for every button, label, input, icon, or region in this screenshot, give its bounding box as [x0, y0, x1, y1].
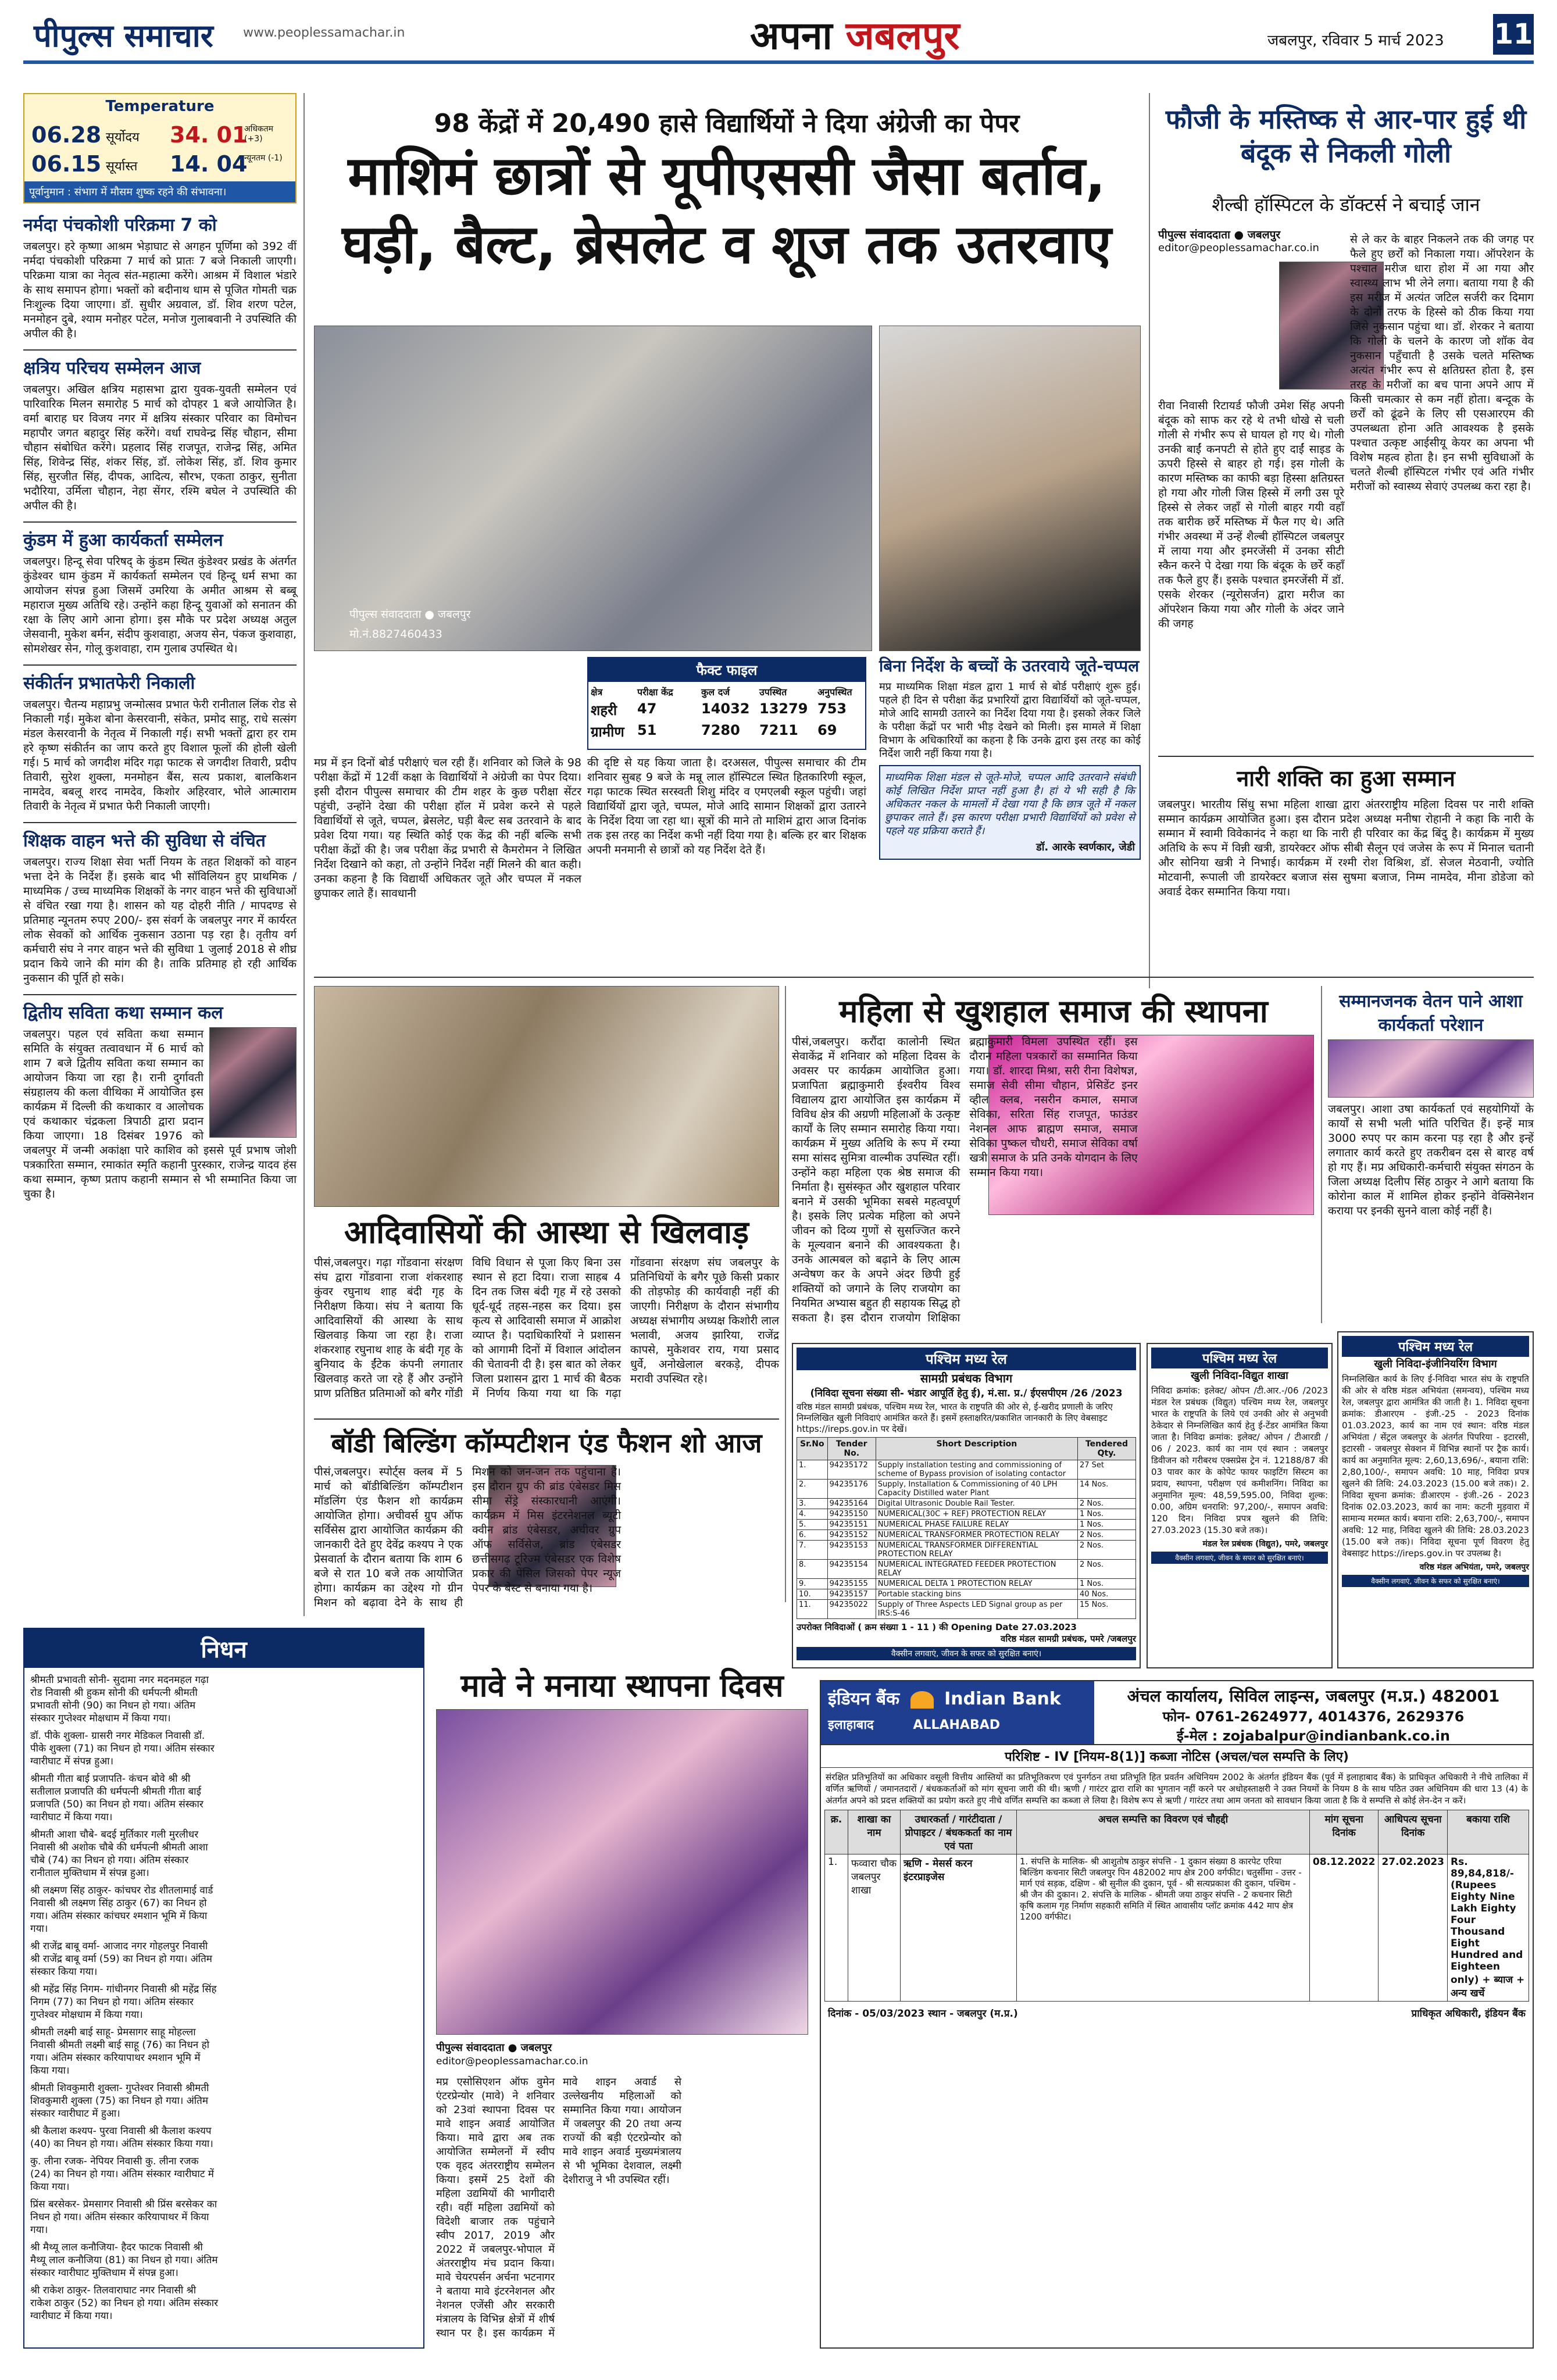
cell: 08.12.2022 — [1309, 1854, 1379, 2002]
rail-head: पश्चिम मध्य रेल — [1342, 1336, 1529, 1357]
cell: 7. — [797, 1541, 828, 1560]
rail-footer: वैक्सीन लगवाएं, जीवन के सफर को सुरक्षित बनाएं। — [797, 1647, 1136, 1660]
column-rule — [785, 986, 786, 1602]
cell: 9. — [797, 1579, 828, 1589]
bank-notice — [820, 1680, 1534, 2349]
column-rule — [303, 93, 305, 1616]
rail-text: निविदा क्रमांक: इलेक्ट/ ओपन /टी.आर.-/06 /2023 मंडल रेल प्रबंधक (विद्युत) पश्चिम मध्य रेल, जबलपुर भारत के राष्ट्रपति के लिये एवं उनकी ओर से अनुभवी ठेकेदार से निम्नलिखित कार्य हेतु ई-टेंडर आमंत्रित किया जाता है। निविदा क्रमांक: इलेक्ट/ ओपन / टीआरडी / 06 / 2023. कार्य का नाम एवं स्थान : जबलपुर डिवीजन को गरीबरथ एक्सप्रेस ट्रेन नं. 12188/87 की 03 पावर कार के कोपेट फायर फाइटिंग सिस्टम का प्रदाय, स्थापना, परीक्षण एवं कमीशनिंग। निविदा का अनुमानित मूल्य: 48,59,595.00, निविदा शुल्क: 0.00, अग्रिम धनराशि: 97,200/-, समापन अवधि: 120 दिन। निविदा प्रपत्र खुलने की तिथि: 27.03.2023 (15.30 बजे तक)। — [1151, 1385, 1328, 1535]
list-item: श्री राकेश ठाकुर- तिलवाराघाट नगर निवासी श्री राकेश ठाकुर (52) का निधन हो गया। अंतिम संस्कार ग्वारीघाट में किया गया। — [30, 2285, 219, 2322]
asha-photo — [1328, 1039, 1534, 1098]
shoes-sidebar — [879, 655, 1141, 860]
cell: Supply installation testing and commissioning of scheme of Bypass provision of isolating contactor — [876, 1460, 1077, 1480]
nari-body: जबलपुर। भारतीय सिंधु सभा महिला शाखा द्वारा अंतरराष्ट्रीय महिला दिवस पर नारी शक्ति सम्मान कार्यक्रम आयोजित हुआ। इस दौरान प्रदेश अध्यक्ष मनीषा रोहानी ने कहा कि नारी के सम्मान में स्वामी विवेकानंद ने कहा था कि नारी ही परिवार का केंद्र बिंदु है। कार्यक्रम में मुख्य अतिथि के रूप में विन्नी खत्री, डायरेक्टर ऑफ सीबी सैलून एवं जजेस के रूप में मिनाल चतानी और सोनिया खत्री ने निभाई। कार्यक्रम में रश्मी रोश विश्रिश, डॉ. सेजल मेठवानी, ज्योति मोटवानी, रूपाली जी डायरेक्टर बजाज संस सुषमा बजाज, निम्म नामदेव, मीना डोडेजा को अवार्ड देकर सम्मानित किया गया। — [1158, 798, 1534, 898]
nidhan-title: निधन — [24, 1629, 423, 1668]
cell: Supply of Three Aspects LED Signal group as per IRS:S-46 — [876, 1600, 1077, 1619]
cell: 94235157 — [827, 1589, 876, 1600]
cell: 2 Nos. — [1078, 1499, 1136, 1509]
fact-cell: 753 — [817, 701, 847, 717]
fact-header: क्षेत्र — [591, 687, 603, 698]
brief — [23, 664, 297, 814]
brief-body: जबलपुर। राज्य शिक्षा सेवा भर्ती नियम के तहत शिक्षकों को वाहन भत्ता देने के निर्देश हैं। इसके बाद भी सॉविलियन हुए प्राथमिक / माध्यमिक / उच्च माध्यमिक शिक्षकों के नगर वाहन भत्ते की सुविधाओं से वंचित रखा गया है। शासन को यह दोहरी नीति / मापदण्ड से प्रतिमाह न्यूनतम रुपए 200/- इस संवर्ग के जबलपुर नगर में कार्यरत लोक सेवकों को आर्थिक नुकसान उठाना पड़ रहा है। तृतीय वर्ग कर्मचारी संघ ने नगर वाहन भत्ते की सुविधा 1 जुलाई 2018 से शीघ्र प्रदान किये जाने की मांग की है। ताकि प्रतिमाह हो रही आर्थिक नुकसान की पूर्ति हो सके। — [23, 856, 297, 985]
lead-kicker: 98 केंद्रों में 20,490 हासे विद्यार्थियों ने दिया अंग्रेजी का पेपर — [434, 109, 1020, 138]
cell: 27 Set — [1078, 1460, 1136, 1480]
asha-body: जबलपुर। आशा उषा कार्यकर्ता एवं सहयोगियों के कार्यों से सभी भली भांति परिचित हैं। इन्हें मात्र 3000 रुपए पर काम करना पड़ रहा है और इन्हें लगातार कार्य करते हुए तकरीबन दस से बारह वर्ष हो गए हैं। मप्र अधिकारी-कर्मचारी संयुक्त संगठन के जिला अध्यक्ष दिलीप सिंह ठाकुर ने आगे बताया कि कोरोना काल में शामिल होकर इन्होंने वेक्सिनेशन कराया पर इनकी सुनने वाला कोई नहीं है। — [1328, 1103, 1534, 1217]
fact-header: उपस्थित — [759, 687, 787, 698]
fact-cell: ग्रामीण — [591, 724, 624, 740]
bank-logo — [821, 1681, 1094, 1744]
brief-body: जबलपुर। हिन्दू सेवा परिषद् के कुंडम स्थित कुंडेश्वर प्रखंड के अंतर्गत कुंडेश्वर धाम कुंडम में कार्यकर्ता सम्मेलन एवं हिन्दू धर्म सभा का आयोजन संपन्न हुआ जिसमें उमरिया के अमीत आश्रम से बब्बू महाराज मुख्य अतिथि रहे। उन्होंने कहा हिन्दू युवाओं को सनातन की रक्षा के लिए आगे आना होगा। इस मौके पर प्रदेश अध्यक्ष अतुल जेसवानी, मुकेश बर्मन, संदीप कुशवाहा, अजय सेन, पंकज कुशवाहा, सोमशेखर सेन, गोलू कुशवाहा, राम गुलाब उपस्थित थे। — [23, 555, 297, 655]
bank-contact — [1094, 1681, 1533, 1744]
bank-header-cell: आधिपत्य सूचना दिनांक — [1379, 1810, 1448, 1854]
bank-name-en: Indian Bank — [944, 1689, 1061, 1709]
masthead — [0, 0, 1557, 64]
photo-credit: पीपुल्स संवाददाता ● जबलपुर — [349, 608, 471, 621]
cell: फव्वारा चौक जबलपुर शाखा — [848, 1854, 901, 2002]
table-row — [797, 1600, 1136, 1619]
rail-sign: वरिष्ठ मंडल सामग्री प्रबंधक, पमरे /जबलपुर — [1001, 1634, 1136, 1644]
cell: NUMERICAL PHASE FAILURE RELAY — [876, 1520, 1077, 1530]
brief — [23, 994, 297, 1202]
rail-closing: उपरोक्त निविदाओं ( क्रम संख्या 1 - 11 ) की Opening Date 27.03.2023 — [797, 1622, 1077, 1632]
cell: 94235150 — [827, 1509, 876, 1520]
table-row — [797, 1541, 1136, 1560]
bank-header-cell: शाखा का नाम — [848, 1810, 901, 1854]
table-row — [797, 1530, 1136, 1541]
list-item: श्री महेंद्र सिंह निगम- गांधीनगर निवासी श्री महेंद्र सिंह निगम (77) का निधन हो गया। अंतिम संस्कार गुप्तेश्वर मोक्षधाम में किया गया। — [30, 1984, 217, 2021]
mave-photo — [436, 1709, 808, 2035]
table-row — [825, 1854, 1529, 2002]
paper-url[interactable]: www.peoplessamachar.in — [243, 26, 405, 40]
factfile-title: फैक्ट फाइल — [588, 658, 865, 682]
adivasi-body: पीसं,जबलपुर। गढ़ा गोंडवाना संरक्षण संघ द्वारा गोंडवाना राजा शंकरशाह कुंवर रघुनाथ शाह बंदी गृह के निरीक्षण किया। संघ ने बताया कि आदिवासियों की आस्था के साथ खिलवाड़ किया जा रहा है। राजा शंकरशाह रघुनाथ शाह के बंदी गृह के बुनियाद के ईंटेक कंपनी लगातार खिलवाड़ करते जा रहे हैं और उन्होंने प्राण प्रतिष्ठित प्रतिमाओं को बगैर गोंडी विधि विधान से पूजा किए बिना उस स्थान से हटा दिया। राजा साहब 4 दिन तक जिस बंदी गृह में रहे उसको धूर्द-धूर्द तहस-नहस कर दिया। इस कृत्य से आदिवासी समाज में आक्रोश व्याप्त है। पदाधिकारियों ने प्रशासन को आगामी दिनों में विशाल आंदोलन की चेतावनी दी है। इस बात को लेकर जिला प्रशासन द्वारा 1 मार्च की बैठक में निर्णय किया गया था कि गढ़ा गोंडवाना संरक्षण संघ जबलपुर के प्रतिनिधियों के बगैर पूछे किसी प्रकार की तोड़फोड़ की कार्यवाही नहीं की जाएगी। निरीक्षण के दौरान संभागीय अध्यक्ष संभागीय अध्यक्ष किशोरी लाल भलावी, अजय झारिया, राजेंद्र कापसे, मुकेशवर राय, गया प्रसाद धुर्वे, अनोखेलाल बरकड़े, दीपक मरावी उपस्थित रहे। — [314, 1256, 779, 1400]
bullet-body-2: से ले कर के बाहर निकलने तक की जगह पर फैले हुए छर्रों को निकाला गया। ऑपरेशन के पश्चात मरीज धारा होश में आ गया और स्वास्थ्य लाभ भी लेने लगा। बताया गया है की इस मरीज में अत्यंत जटिल सर्जरी कर दिमाग के दोनों तरफ के हिस्से को ठीक किया गया जिसे नुकसान पहुंचा था। डॉ. शेरकर ने बताया कि गोली के चलने के कारण जो शॉक वेव नुकसान पहुँचाती है उसके चलते मस्तिष्क अत्यंत गंभीर रूप से क्षतिग्रस्त होता है, इस तरह के मरीजों का बच पाना अपने आप में किसी चमत्कार से कम नहीं होता। बन्दूक के छर्रों को ढूंढने के लिए सी एसआरएम की उपलब्धता होना अति आवश्यक है इसके पश्चात उत्कृष्ट आईसीयू केयर का अपना भी विशेष महत्व होता है। इन सभी सुविधाओं के चलते शैल्बी हॉस्पिटल गंभीर एवं अति गंभीर मरीजों को स्वास्थ्य सेवाएं उपलब्ध करा रहा है। — [1350, 233, 1534, 493]
shoes-quote — [879, 765, 1141, 860]
rail-sub: खुली निविदा-इंजीनियरिंग विभाग — [1374, 1358, 1497, 1370]
lead-body-2: की दृष्टि से यह किया जाता है। दरअसल, पीपुल्स समाचार की टीम शनिवार सुबह 9 बजे के मन्नू लाल हॉस्पिटल स्थित हितकारिणी स्कूल, गढ़ा फाटक स्थित सरस्वती शिशु मंदिर व एमएलबी स्कूल पहुंची। जहां विद्यार्थियों द्वारा जूते, चप्पल, मोजे आदि सामान शिक्षकों द्वारा उतारने के निर्देश दिया जा रहा था। सूत्रों की माने तो माशिमं द्वारा आज दिनांक तक इस तरह का निर्देश कभी नहीं दिया गया है। बल्कि हर बार शिक्षक अपनी मनमानी से छात्रों को यह निर्देश देते हैं। — [587, 756, 866, 856]
cell: 8. — [797, 1560, 828, 1579]
section-rule — [314, 1418, 779, 1420]
mahila-body: पीसं,जबलपुर। करौंदा कालोनी स्थित सेवाकेंद्र में शनिवार को महिला दिवस के अवसर पर कार्यक्रम आयोजित हुआ। प्रजापिता ब्रह्माकुमारी ईश्वरीय विश्व विद्यालय द्वारा आयोजित इस कार्यक्रम में विविध क्षेत्र की अग्रणी महिलाओं के उत्कृष्ट कार्यों के लिए सम्मान समारोह किया गया। कार्यक्रम में मुख्य अतिथि के रूप में रम्या समा सांसद सुमित्रा वाल्मीक उपस्थित रहीं। उन्होंने कहा महिला एक श्रेष्ठ समाज की निर्माता है। सुसंस्कृत और खुशहाल परिवार बनाने में उसकी भूमिका सबसे महत्वपूर्ण है। इसके लिए प्रत्येक महिला को अपने जीवन को दिव्य गुणों से सुसज्जित करने के मूल्यवान बनाने की आवश्यकता है। उनके आत्मबल को बढ़ाने के लिए आत्म अन्वेषण कर के अपने अंदर छिपी हुई शक्तियों को जगाने के लिए राजयोग का नियमित अभ्यास बहुत ही सहायक सिद्ध हो सकता है। इस दौरान राजयोग शिक्षिका ब्रह्माकुमारी विमला उपस्थित रहीं। इस दौरान महिला पत्रकारों का सम्मानित किया गया। डॉ. शारदा मिश्रा, सरी रीना विशेषज्ञ, समाज सेवी सीमा चौहान, प्रेसिडेंट इनर व्हील क्लब, नसरीन कमाल, समाज सेविका, सरिता सिंह राजपूत, फाउंडर नेशनल आफ ब्राह्मण समाज, समाज सेविका पुष्कल चौधरी, समाज सेविका वर्षा खत्री समाज के प्रति उनके योगदान के लिए सम्मान किया गया। — [792, 1035, 1138, 1324]
bank-email[interactable]: ई-मेल : zojabalpur@indianbank.co.in — [1177, 1728, 1450, 1744]
tender-header: Tendered Qty. — [1078, 1438, 1136, 1460]
asha-box — [1328, 988, 1534, 1218]
sunset-label: सूर्यास्त — [106, 159, 138, 174]
cell: Portable stacking bins — [876, 1589, 1077, 1600]
brief-body: जबलपुर। हरे कृष्णा आश्रम भेड़ाघाट से अगहन पूर्णिमा को 392 वीं नर्मदा पंचकोशी परिक्रमा 7 मार्च को प्रातः 7 बजे निकाली जाएगी। परिक्रमा यात्रा का नेतृत्व संत-महात्मा करेंगे। आश्रम में विशाल भंडारे के साथ समापन होगा। भक्तों को बदीनाथ धाम से पूजित गोमती चक्र निःशुल्क दिया जाएगा। डॉ. सुधीर अग्रवाल, डॉ. शिव शरण पटेल, मनमोहन दुबे, श्याम मनोहर पटेल, मनोज गुलाबवानी ने उपस्थिति की अपील की है। — [23, 240, 297, 340]
asha-headline: सम्मानजनक वेतन पाने आशा कार्यकर्ता परेशान — [1339, 991, 1523, 1035]
tender-header: Tender No. — [827, 1438, 876, 1460]
cell: 1 Nos. — [1078, 1579, 1136, 1589]
brief — [23, 349, 297, 513]
list-item: श्रीमती गीता बाई प्रजापति- कंचन बोवे श्री श्री सतीलाल प्रजापति की धर्मपत्नी श्रीमती गीता बाई प्रजापति (50) का निधन हो गया। अंतिम संस्कार ग्वारीघाट में किया गया। — [30, 1773, 203, 1823]
bank-header-cell: उधारकर्ता / गारंटीदाता / प्रोपाइटर / बंधककर्ता का नाम एवं पता — [901, 1810, 1017, 1854]
lead-photo — [314, 326, 872, 651]
cell: 1. संपत्ति के मालिक- श्री आशुतोष ठाकुर संपत्ति - 1 दुकान संख्या 8 कारपेट एरिया बिल्डिंग कचनार सिटी जबलपुर पिन 482002 माप क्षेत्र 200 वर्गफीट। चतुर्सीमा - उत्तर - मार्ग एवं सड़क, दक्षिण - श्री सुनील की दुकान, पूर्व - श्री सत्यप्रकाश की दुकान, पश्चिम - श्री जैन की दुकान। 2. संपत्ति के मालिक - श्रीमती जया ठाकुर संपत्ति - 2 कचनार सिटी कृषि कलाम गृह निर्माण सहकारी समिति में स्थित आवासीय प्लॉट क्रमांक 442 माप क्षेत्र 1200 वर्गफीट। — [1017, 1854, 1310, 2002]
brief-headline: क्षत्रिय परिचय सम्मेलन आज — [23, 358, 201, 378]
left-briefs — [23, 212, 297, 1202]
cell: 5. — [797, 1520, 828, 1530]
rail-text: वरिष्ठ मंडल सामग्री प्रबंधक, पश्चिम मध्य रेल, भारत के राष्ट्रपति की ओर से, ई-खरीद प्रणाली के जरिए निम्नलिखित खुली निविदाएं आमंत्रित करते हैं। इसमें हस्ताक्षरित/प्रकाशित जानकारी के लिए वेबसाइट https://ireps.gov.in पर देखें। — [797, 1402, 1113, 1434]
bank-footer — [821, 2002, 1533, 2024]
rail-sub: सामग्री प्रबंधक विभाग — [920, 1371, 1013, 1385]
max-temp: 34. 01 — [170, 122, 248, 148]
mave-body: मप्र एसोसिएशन ऑफ वुमेन एंटरप्रेन्योर (मावे) ने शनिवार को 23वां स्थापना दिवस पर मावे शाइन अवार्ड आयोजित किया। मावे द्वारा अब तक आयोजित सम्मेलनों में स्वीप एक वृहद अंतरराष्ट्रीय सम्मेलन किया। इसमें 25 देशों की महिला उद्यमियों की भागीदारी रही। वहीं महिला उद्यमियों को विदेशी बाजार तक पहुंचाने स्वीप 2017, 2019 और 2022 में जबलपुर-भोपाल में अंतरराष्ट्रीय मंच प्रदान किया। मावे चेयरपर्सन अर्चना भटनागर ने बताया मावे इंटरनेशनल और नेशनल एजेंसी और सरकारी मंत्रालय के विभिन्न क्षेत्रों में शीर्ष स्थान पर है। इस कार्यक्रम में मावे शाइन अवार्ड से उल्लेखनीय महिलाओं को सम्मानित किया गया। आयोजन में जबलपुर की 20 तथा अन्य राज्यों की बड़ी एंटरप्रेन्योर को मावे शाइन अवार्ड मुख्यमंत्रालय से भी भूमिका देशवाल, लक्ष्मी देशीराजु ने भी उपस्थित रहीं। — [436, 2076, 681, 2339]
fact-cell: 47 — [637, 701, 657, 717]
cell: 4. — [797, 1509, 828, 1520]
photo-mobile: मो.नं.8827460433 — [349, 628, 442, 641]
cell: Rs. 89,84,818/- (Rupees Eighty Nine Lakh Eighty Four Thousand Eight Hundred and Eighteen only) + ब्याज + अन्य खर्चे — [1448, 1854, 1529, 2002]
merged-hi: इलाहाबाद — [828, 1718, 874, 1732]
paper-logo[interactable]: पीपुल्स समाचार — [34, 17, 213, 54]
tender-header: Short Description — [876, 1438, 1077, 1460]
mahila-headline: महिला से खुशहाल समाज की स्थापना — [839, 993, 1268, 1030]
cell: 1. — [797, 1460, 828, 1480]
column-rule — [1149, 93, 1150, 988]
max-label: अधिकतम (+3) — [244, 124, 274, 144]
brief-headline: संकीर्तन प्रभातफेरी निकाली — [23, 673, 195, 694]
lead-body-1: मप्र में इन दिनों बोर्ड परीक्षाएं चल रही हैं। शनिवार को जिले के 98 परीक्षा केंद्रों में 12वीं कक्षा के विद्यार्थियों ने अंग्रेजी का पेपर दिया। इसी दौरान पीपुल्स समाचार की टीम शहर के कुछ परीक्षा सेंटर पहुंची, उन्होंने देखा की परीक्षा हॉल में प्रवेश करने से पहले विद्यार्थियों से जूते, चप्पल, ब्रेसलेट, घड़ी बैल्ट सब उतरवाने के बाद प्रवेश दिया गया। यह स्थिति कोई एक केंद्र की नहीं बल्कि सभी परीक्षा केंद्रों की है। जब परीक्षा केंद्र प्रभारी से कैमराेमन ने लिखित निर्देश दिखाने को कहा, तो उन्होंने निर्देश नहीं मिलने की बात कही। उनका कहना है कि विद्यार्थी अधिकतर जूते और चप्पल में नकल छुपाकर लाते हैं। सावधानी — [314, 756, 581, 900]
author-photo — [209, 1027, 297, 1138]
lead-headline: माशिमं छात्रों से यूपीएससी जैसा बर्ताव, घड़ी, बैल्ट, ब्रेसलेट व शूज तक उतरवाए — [342, 145, 1112, 276]
cell: 27.02.2023 — [1379, 1854, 1448, 2002]
rail-tender: (निविदा सूचना संख्या सी- भंडार आपूर्ति हेतु ई), मं.सा. प्र./ ईएसपीएम /26 /2023 — [810, 1388, 1123, 1399]
tender-header: Sr.No — [797, 1438, 828, 1460]
cell: NUMERICAL INTEGRATED FEEDER PROTECTION RELAY — [876, 1560, 1077, 1579]
masthead-rule — [23, 60, 1534, 64]
brief — [23, 822, 297, 986]
cell: 40 Nos. — [1078, 1589, 1136, 1600]
rail-sign: मंडल रेल प्रबंधक (विद्युत), पमरे, जबलपुर — [1202, 1539, 1328, 1549]
bank-header-cell: मांग सूचना दिनांक — [1309, 1810, 1379, 1854]
min-temp: 14. 04 — [170, 151, 248, 177]
cell: ऋणि - मेसर्स करन इंटरप्राइजेस — [901, 1854, 1017, 2002]
bank-header-cell: क्र. — [825, 1810, 848, 1854]
table-row — [797, 1520, 1136, 1530]
quote-by: डॉ. आरके स्वर्णकार, जेडी — [1036, 841, 1135, 853]
table-row — [797, 1480, 1136, 1499]
cell: 94235172 — [827, 1460, 876, 1480]
cell: 94235152 — [827, 1530, 876, 1541]
fact-header: अनुपस्थित — [817, 687, 852, 698]
cell: 14 Nos. — [1078, 1480, 1136, 1499]
cell: 94235155 — [827, 1579, 876, 1589]
mave-byline: पीपुल्स संवाददाता ● जबलपुर — [436, 2042, 552, 2054]
factfile-table — [588, 682, 865, 745]
mave-headline: मावे ने मनाया स्थापना दिवस — [460, 1667, 784, 1704]
cell: 2 Nos. — [1078, 1541, 1136, 1560]
bank-notice-title: परिशिष्ट - IV [नियम-8(1)] कब्जा नोटिस (अचल/चल सम्पत्ति के लिए) — [821, 1745, 1533, 1768]
fact-header: कुल दर्ज — [701, 687, 730, 698]
rail-head: पश्चिम मध्य रेल — [797, 1348, 1136, 1370]
cell: NUMERICAL DELTA 1 PROTECTION RELAY — [876, 1579, 1077, 1589]
cell: NUMERICAL TRANSFORMER PROTECTION RELAY — [876, 1530, 1077, 1541]
shoes-photo — [879, 326, 1141, 651]
column-rule — [1321, 986, 1322, 1323]
bank-name — [828, 1686, 1087, 1710]
brief-headline: कुंडम में हुआ कार्यकर्ता सम्मेलन — [23, 530, 223, 551]
factfile-box — [587, 657, 866, 750]
bank-address: अंचल कार्यालय, सिविल लाइन्स, जबलपुर (म.प्र.) 482001 — [1127, 1686, 1500, 1706]
rail-footer: वैक्सीन लगवाएं, जीवन के सफर को सुरक्षित बनाएं। — [1151, 1552, 1328, 1564]
fact-cell: 14032 — [701, 701, 750, 717]
cell: 3. — [797, 1499, 828, 1509]
bodybuilding-headline: बॉडी बिल्डिंग कॉम्पटीशन एंड फैशन शो आज — [331, 1427, 762, 1459]
bank-table — [824, 1810, 1529, 2002]
bullet-email: editor@peoplessamachar.co.in — [1158, 242, 1319, 254]
brief-headline: नर्मदा पंचकोशी परिक्रमा 7 को — [23, 215, 217, 235]
bank-header — [821, 1681, 1533, 1745]
table-row — [797, 1589, 1136, 1600]
cell: 1. — [825, 1854, 848, 2002]
rail-notice-2 — [1147, 1343, 1333, 1668]
fact-cell: 51 — [637, 722, 657, 738]
cell: 94235154 — [827, 1560, 876, 1579]
fact-header: परीक्षा केंद्र — [637, 687, 673, 698]
list-item: श्री राजेंद्र बाबू वर्मा- आजाद नगर गोहलपुर निवासी श्री राजेंद्र बाबू वर्मा (59) का निधन हो गया। अंतिम संस्कार किया गया। — [30, 1941, 212, 1978]
cell: 10. — [797, 1589, 828, 1600]
bullet-subhead: शैल्बी हॉस्पिटल के डॉक्टर्स ने बचाई जान — [1212, 194, 1480, 216]
cell: 94235151 — [827, 1520, 876, 1530]
bank-phone: फोन- 0761-2624977, 4014376, 2629376 — [1162, 1709, 1465, 1725]
brief — [23, 521, 297, 656]
cell: 1 Nos. — [1078, 1520, 1136, 1530]
min-label: न्यूनतम (-1) — [244, 153, 283, 163]
page-number: 11 — [1493, 14, 1534, 55]
weather-title: Temperature — [105, 98, 215, 115]
bullet-byline: पीपुल्स संवाददाता ● जबलपुर — [1158, 228, 1281, 241]
rail-tender-table — [797, 1437, 1136, 1619]
nari-headline: नारी शक्ति का हुआ सम्मान — [1237, 766, 1455, 791]
weather-forecast: पूर्वानुमान : संभाग में मौसम शुष्क रहने की संभावना। — [24, 181, 295, 202]
list-item: श्रीमती आशा चौबे- बदई मुर्तिकार गली मुरलीधर निवासी श्री अशोक चौबे की धर्मपत्नी श्रीमती आशा चौबे (74) का निधन हो गया। अंतिम संस्कार रानीताल मुक्तिधाम में संपन्न हुआ। — [30, 1829, 208, 1879]
rail-notice-3 — [1337, 1331, 1534, 1668]
brief-headline: शिक्षक वाहन भत्ते की सुविधा से वंचित — [23, 831, 266, 851]
fact-cell: 7211 — [759, 722, 798, 738]
rail-footer: वैक्सीन लगवाएं, जीवन के सफर को सुरक्षित बनाएं। — [1342, 1575, 1529, 1587]
table-row — [797, 1460, 1136, 1480]
list-item: कु. लीना रजक- नेपियर निवासी कु. लीना रजक (24) का निधन हो गया। अंतिम संस्कार ग्वारीघाट में किया गया। — [30, 2156, 214, 2193]
bullet-headline: फौजी के मस्तिष्क से आर-पार हुई थी बंदूक से निकली गोली — [1165, 103, 1527, 169]
mave-email: editor@peoplessamachar.co.in — [436, 2056, 588, 2067]
nidhan-box — [23, 1628, 424, 2349]
list-item: श्रीमती लक्ष्मी बाई साहू- प्रेमसागर साहू मोहल्ला निवासी श्रीमती लक्ष्मी बाई साहू (76) का निधन हो गया। अंतिम संस्कार करियापाथर श्मशान भूमि में किया गया। — [30, 2027, 210, 2077]
table-row — [797, 1499, 1136, 1509]
list-item: श्री मैथ्यू लाल कनौजिया- हैदर फाटक निवासी श्री मैथ्यू लाल कनौजिया (81) का निधन हो गया। अंतिम संस्कार ग्वारीघाट मुक्तिधाम में संपन्न हुआ। — [30, 2242, 218, 2279]
bank-name-hi: इंडियन बैंक — [828, 1689, 900, 1709]
sunset-time: 06.15 — [31, 151, 102, 177]
shoes-headline: बिना निर्देश के बच्चों के उतरवाये जूते-चप्पल — [879, 656, 1140, 676]
section-rule — [314, 977, 1534, 978]
bank-intro: संरक्षित प्रतिभूतियों का अधिकार वसूली वित्तीय आस्तियों का प्रतिभूतिकरण एवं पुनर्गठन तथा प्रतिभूति हित प्रवर्तन अधिनियम 2002 के अंतर्गत इंडियन बैंक (पूर्व में इलाहाबाद बैंक) के प्राधिकृत अधिकारी ने नीचे तालिका में वर्णित ऋणियों / जमानतदारों / बंधककर्ताओं को मांग सूचना जारी की थी। ऋणी / गारंटर द्वारा राशि का भुगतान नहीं करने पर अधोहस्ताक्षरी ने उक्त नियमों के नियम 8 के साथ पठित उक्त अधिनियम की धारा 13 (4) के अंतर्गत अपने को प्रदत्त शक्तियों का प्रयोग करते हुए नीचे वर्णित सम्पत्ति का कब्जा ले लिया है। विशेष रूप से ऋणी / गारंटर तथा आम जनता को सावधान किया जाता है कि वे सम्पत्ति से कोई लेन-देन न करें। — [826, 1772, 1528, 1806]
list-item: श्रीमती शिवकुमारी शुक्ला- गुप्तेश्वर निवासी श्रीमती शिवकुमारी शुक्ला (75) का निधन हो गया। अंतिम संस्कार ग्वारीघाट में हुआ। — [30, 2082, 209, 2120]
section-title-a: अपना — [750, 13, 833, 58]
rail-notice-1 — [792, 1343, 1141, 1668]
table-row — [797, 1509, 1136, 1520]
cell: 11. — [797, 1600, 828, 1619]
shoes-body: मप्र माध्यमिक शिक्षा मंडल द्वारा 1 मार्च से बोर्ड परीक्षाएं शुरू हुई। पहले ही दिन से परीक्षा केंद्र प्रभारियों द्वारा विद्यार्थियों को जूते-चप्पल, मोजे आदि सामग्री उतारने का निर्देश दिया गया है। इसको लेकर जिले के परीक्षा केंद्रों पर भारी भीड़ देखने को मिली। इस मामले में शिक्षा विभाग के अधिकारियों का कहना है कि उनके द्वारा इस तरह का कोई निर्देश जारी नहीं किया गया है। — [879, 681, 1141, 760]
brief-headline: द्वितीय सविता कथा सम्मान कल — [23, 1003, 223, 1023]
cell: 94235022 — [827, 1600, 876, 1619]
weather-box — [23, 93, 297, 203]
bank-merged — [828, 1716, 1087, 1733]
brief-body: जबलपुर। पहल एवं सविता कथा सम्मान समिति के संयुक्त तत्वावधान में 6 मार्च को शाम 7 बजे द्वितीय सविता कथा सम्मान का आयोजन किया जा रहा है। रानी दुर्गावती संग्रहालय की कला वीथिका में आयोजित इस कार्यक्रम में दिल्ली की कथाकार व आलोचक एवं कथाकार चंद्रकला त्रिपाठी द्वारा प्रदान किया जाएगा। 18 दिसंबर 1976 को जबलपुर में जन्मी अकांक्षा पारे काशिव को इससे पूर्व प्रभाष जोशी पत्रकारिता सम्मान, रमाकांत स्मृति कहानी पुरस्कार, राजेन्द्र यादव हंस कथा सम्मान, कृष्ण प्रताप कहानी सम्मान से भी सम्मानित किया जा चुका है। — [23, 1028, 297, 1200]
fact-cell: 13279 — [759, 701, 808, 717]
section-title-b: जबलपुर — [845, 13, 960, 58]
ruins-photo — [314, 986, 779, 1207]
rail-sub: खुली निविदा-विद्युत शाखा — [1191, 1370, 1288, 1382]
cell: 15 Nos. — [1078, 1600, 1136, 1619]
table-row — [797, 1560, 1136, 1579]
fact-cell: 7280 — [701, 722, 740, 738]
list-item: श्रीमती प्रभावती सोनी- सुदामा नगर मदनमहल गढ़ा रोड निवासी श्री हुकम सोनी की धर्मपत्नी श्रीमती प्रभावती सोनी (90) का निधन हो गया। अंतिम संस्कार गुप्तेश्वर मोक्षधाम में किया गया। — [30, 1674, 209, 1724]
fact-cell: 69 — [817, 722, 837, 738]
sunrise-time: 06.28 — [31, 122, 102, 148]
list-item: डॉ. पीके शुक्ला- ग्रासरी नगर मेडिकल निवासी डॉ. पीके शुक्ला (71) का निधन हो गया। अंतिम संस्कार ग्वारीघाट में संपन्न हुआ। — [30, 1730, 215, 1767]
table-row — [797, 1579, 1136, 1589]
rail-sign: वरिष्ठ मंडल अभियंता, पमरे, जबलपुर — [1419, 1563, 1529, 1572]
merged-en: ALLAHABAD — [913, 1718, 1001, 1732]
brief-body: जबलपुर। अखिल क्षत्रिय महासभा द्वारा युवक-युवती सम्मेलन एवं पारिवारिक मिलन समारोह 5 मार्च को दोपहर 1 बजे आयोजित है। वर्मा बाराह घर विजय नगर में क्षत्रिय संस्कार परिवार का विमोचन महापौर जगत बहादुर सिंह करेंगे। वर्धा राघवेन्द्र सिंह चौहान, सीमा चौहान संबोधित करेंगे। प्रहलाद सिंह राजपूत, राजेन्द्र सिंह, अमित सिंह, शिवेन्द्र सिंह, शंकर सिंह, डॉ. लोकेश सिंह, डॉ. शिव कुमार सिंह, सुरजीत सिंह, दीपक, आदित्य, सौरभ, एकता ठाकुर, सुनीता भदौरिया, उर्मिला चौहान, नेहा सेंगर, रश्मि बघेल ने उपस्थिति की अपील की है। — [23, 383, 297, 512]
fact-cell: शहरी — [591, 702, 617, 719]
adivasi-headline: आदिवासियों की आस्था से खिलवाड़ — [344, 1214, 749, 1250]
bank-date-place: दिनांक - 05/03/2023 स्थान - जबलपुर (म.प्र.) — [828, 2008, 1018, 2020]
cell: Supply, Installation & Commissioning of 40 LPH Capacity Distilled water Plant — [876, 1480, 1077, 1499]
list-item: श्री कैलाश कश्यप- पुरवा निवासी श्री कैलाश कश्यप (40) का निधन हो गया। अंतिम संस्कार किया गया। — [30, 2125, 213, 2150]
bank-logo-icon — [910, 1691, 934, 1709]
bank-header-cell: अचल सम्पत्ति का विवरण एवं चौहद्दी — [1017, 1810, 1310, 1854]
cell: Digital Ultrasonic Double Rail Tester. — [876, 1499, 1077, 1509]
cell: 94235176 — [827, 1480, 876, 1499]
bank-header-cell: बकाया राशि — [1448, 1810, 1529, 1854]
cell: 94235164 — [827, 1499, 876, 1509]
sunrise-label: सूर्योदय — [106, 130, 140, 145]
rail-head: पश्चिम मध्य रेल — [1151, 1348, 1328, 1368]
cell: 94235153 — [827, 1541, 876, 1560]
quote-text: माध्यमिक शिक्षा मंडल से जूते-मोजे, चप्पल आदि उतरवाने संबंधी कोई लिखित निर्देश प्राप्त नहीं हुआ है। हां ये भी सही है कि अधिकतर नकल के मामलों में देखा गया है कि छात्र जूते में नकल छुपाकर लाते हैं। इस कारण परीक्षा प्रभारी विद्यार्थियों को प्रवेश से पहले यह प्रक्रिया कराते हैं। — [885, 771, 1135, 837]
list-item: श्री लक्ष्मण सिंह ठाकुर- कांचघर रोड शीतलामाई वार्ड निवासी श्री लक्ष्मण सिंह ठाकुर (67) का निधन हो गया। अंतिम संस्कार कांचघर श्मशान भूमि में किया गया। — [30, 1885, 213, 1935]
rail-text: निम्नलिखित कार्य के लिए ई-निविदा भारत संघ के राष्ट्रपति की ओर से वरिष्ठ मंडल अभियंता (समन्वय), पश्चिम मध्य रेल, जबलपुर द्वारा आमंत्रित की जाती है। 1. निविदा सूचना क्रमांक: डीआरएम - इंजी.-25 - 2023 दिनांक 01.03.2023, कार्य का नाम एवं स्थान: वरिष्ठ मंडल अभियंता / सेंट्रल जबलपुर के अंतर्गत पिपरिया - इटारसी, इटारसी - जबलपुर सेक्शन में विभिन्न स्थानों पर ट्रैक कार्य। कार्य का अनुमानित मूल्य: 2,60,13,696/-, बयाना राशि: 2,80,100/-, समापन अवधि: 10 माह, निविदा प्रपत्र खुलने की तिथि: 24.03.2023 (15.00 बजे तक)। 2. निविदा सूचना क्रमांक: डीआरएम - इंजी.-26 - 2023 दिनांक 02.03.2023, कार्य का नाम: कटनी मुड़वारा में सामान्य मरम्मत कार्य। बयाना राशि: 2,63,700/-, समापन अवधि: 12 माह, निविदा खुलने की तिथि: 28.03.2023 (15.00 बजे तक)। निविदा सूचना पूर्ण विवरण हेतु वेबसाइट https://ireps.gov.in पर उपलब्ध है। — [1342, 1374, 1529, 1559]
bullet-body-1: रीवा निवासी रिटायर्ड फौजी उमेश सिंह अपनी बंदूक को साफ कर रहे थे तभी धोखे से चली गोली से गंभीर रूप से घायल हो गए थे। गोली उनकी बाईं कनपटी से होते हुए दाईं साइड के ऊपरी हिस्से से बाहर हो गई। इस गोली के कारण मस्तिष्क का काफी बड़ा हिस्सा क्षतिग्रस्त हो गया और गोली जिस हिस्से में लगी उस पूरे हिस्से से लेकर जहाँ से गोली बाहर गयी वहाँ तक बारीक छर्रे मस्तिष्क में फैल गए थे। अति गंभीर अवस्था में उन्हें शैल्बी हॉस्पिटल जबलपुर में लाया गया और इमरजेंसी में उनका सीटी स्कैन करने पे देखा गया कि बंदूक के छर्रे कहाँ तक फैले हुए हैं। इसके पश्चात इमरजेंसी में डॉ. एसके शेरकर (न्यूरोसर्जन) द्वारा मरीज का ऑपरेशन किया गया और गोली के अंदर जाने की जगह — [1158, 399, 1344, 630]
section-title — [750, 8, 960, 60]
cell: 2. — [797, 1480, 828, 1499]
issue-date: जबलपुर, रविवार 5 मार्च 2023 — [1267, 32, 1444, 49]
cell: NUMERICAL(30C + REF) PROTECTION RELAY — [876, 1509, 1077, 1520]
bodybuilding-body: पीसं,जबलपुर। स्पोर्ट्स क्लब में 5 मार्च को बॉडीबिल्डिंग कॉम्पटीशन मॉडलिंग एंड फैशन शो कार्यक्रम आयोजित होगा। अचीवर्स ग्रुप ऑफ सर्विसेस द्वारा आयोजित कार्यक्रम की जानकारी देते हुए देवेंद्र कश्यप ने एक प्रेसवार्ता के दौरान बताया कि शाम 6 बजे से रात 10 बजे तक आयोजित होगा। कार्यक्रम का उद्देश्य गो ग्रीन मिशन को बढ़ावा देने के साथ ही मिशन को जन-जन तक पहुंचाना है। इस दौरान ग्रुप की ब्रांड एंबेसडर मिस सीमा सेंड्रे संस्कारधानी आएंगी। कार्यक्रम में मिस इंटरनेशनल ब्यूटी क्वीन ब्रांड एंबेसडर, अचीवर ग्रुप ऑफ सर्विसेज, ब्रांड एंबेसडर छत्तीसगढ़ टूरिज्म एंबेसडर एक विशेष प्रकार की पेंसिल जिसको पेपर न्यूज पेपर के बेस्ट से बनाया गया है। — [314, 1466, 621, 1609]
cell: 2 Nos. — [1078, 1530, 1136, 1541]
bank-sign: प्राधिकृत अधिकारी, इंडियन बैंक — [1411, 2008, 1526, 2020]
nidhan-list — [24, 1668, 423, 2342]
cell: 2 Nos. — [1078, 1560, 1136, 1579]
cell: 1 Nos. — [1078, 1509, 1136, 1520]
cell: NUMERICAL TRANSFORMER DIFFERENTIAL PROTECTION RELAY — [876, 1541, 1077, 1560]
brief — [23, 212, 297, 341]
nari-box — [1158, 756, 1534, 899]
list-item: प्रिंस बरसेकर- प्रेमसागर निवासी श्री प्रिंस बरसेकर का निधन हो गया। अंतिम संस्कार करियापाथर में किया गया। — [30, 2199, 217, 2236]
brief-body: जबलपुर। चैतन्य महाप्रभु जन्मोत्सव प्रभात फेरी रानीताल लिंक रोड से निकाली गई। मुकेश बोना केसरवानी, संकेत, प्रमोद साहू, राधे सत्संग मंडल केसरवानी के नेतृत्व में निकाली गई। सभी भक्तों द्वारा हर राम हरे कृष्ण संकीर्तन का जाप करते हुए विशाल फूलों की होली खेली गई। 5 मार्च को जगदीश मंदिर गढ़ा फाटक से जगदीश तिवारी, प्रदीप तिवारी, सुरेश शुक्ला, मनमोहन बैंस, सत्य प्रकाश, बालकिशन नामदेव, बबलू शरद नामदेव, किशोर अहिरवार, भोले आत्माराम तिवारी के नेतृत्व में प्रभात फेरी निकाली जाएगी। — [23, 698, 297, 813]
cell: 6. — [797, 1530, 828, 1541]
